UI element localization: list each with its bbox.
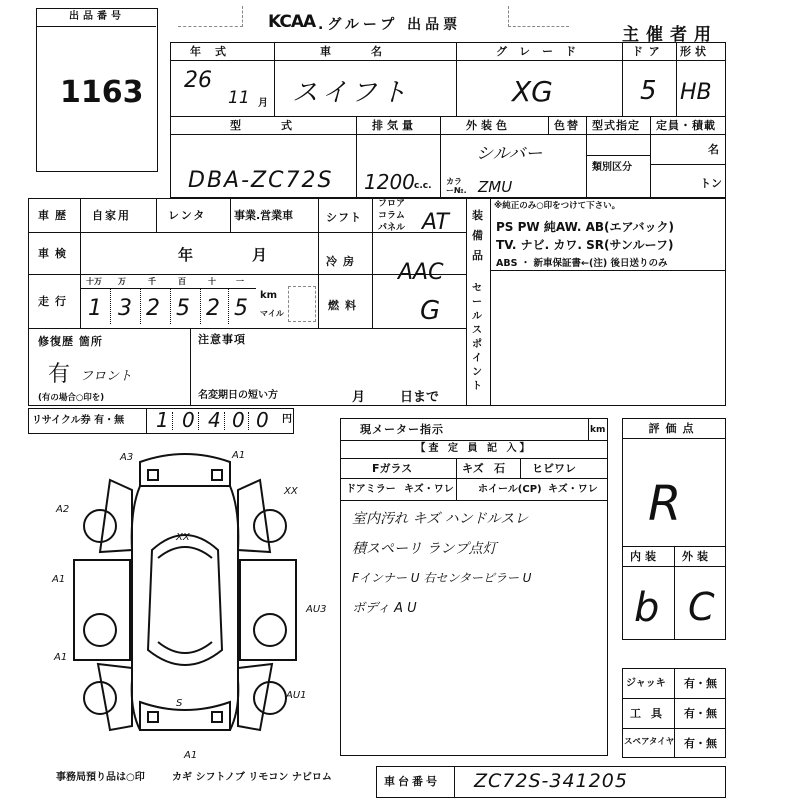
repair-note: (有の場合○印を) (38, 393, 105, 403)
exterior-header: 外装 (682, 550, 712, 563)
expiry-label: 名変期日の短い方 (198, 390, 278, 401)
expiry-day: 日まで (400, 390, 440, 405)
fuel-header: 燃料 (328, 299, 362, 312)
history-business: 事業.営業車 (234, 209, 294, 222)
digit-label: 百 (178, 277, 186, 286)
color-no-label: カラー№. (446, 177, 467, 195)
recycle-digit: 0 (256, 408, 269, 432)
digit-label: 十 (208, 277, 216, 286)
shape-value: HB (680, 80, 712, 105)
glass-option-crack: ヒビワレ (532, 462, 576, 475)
mile-unit: マイル (260, 309, 284, 318)
year-header: 年式 (190, 45, 240, 58)
capacity-header: 定員・積載 (656, 119, 716, 132)
glass-label: Fガラス (372, 462, 413, 475)
model-value: DBA-ZC72S (188, 168, 334, 193)
damage-mark: XX (284, 486, 298, 497)
month-unit: 月 (258, 98, 268, 109)
history-private: 自家用 (92, 209, 131, 222)
shift-option-column: コラム (378, 211, 405, 221)
inspector-section-header: 【査 定 員 記 入】 (415, 443, 533, 454)
mileage-digit: 5 (234, 296, 248, 321)
mileage-digits (82, 276, 256, 328)
evaluation-score: R (648, 476, 682, 532)
inspection-header: 車検 (38, 247, 72, 260)
damage-mark: A1 (232, 450, 246, 461)
recycle-digit: 0 (182, 408, 195, 432)
tool-value: 有・無 (684, 677, 717, 690)
mileage-digit: 2 (146, 296, 160, 321)
brand-logo: KCAA (268, 12, 316, 32)
glass-option-stone: 石 (494, 462, 505, 475)
interior-grade: b (634, 585, 660, 631)
remark-line: Fインナー U 右センターピラー U (352, 571, 532, 585)
tool-label: スペアタイヤ (624, 737, 675, 747)
equipment-line-1: PS PW 純AW. AB(エアバック) (496, 220, 675, 234)
inspection-month: 月 (252, 246, 268, 264)
displacement-value: 1200 (364, 170, 415, 194)
grade-value: XG (512, 75, 553, 108)
stamp-area-2 (508, 6, 569, 27)
door-header: ドア (632, 45, 666, 58)
car-damage-diagram (40, 440, 330, 770)
history-rental: レンタ (168, 209, 207, 222)
recycle-unit: 円 (282, 414, 292, 425)
tool-label: ジャッキ (626, 678, 666, 689)
digit-label: 一 (236, 277, 244, 286)
fuel-value: G (420, 296, 441, 326)
damage-mark: A1 (184, 750, 198, 761)
shift-header: シフト (326, 211, 362, 224)
damage-mark: XX (176, 532, 190, 543)
displacement-header: 排気量 (372, 119, 417, 132)
sales-point-label: セールスポイント (472, 283, 482, 392)
year-value: 26 (184, 68, 212, 93)
meter-unit: km (590, 425, 606, 435)
repair-location: フロント (80, 369, 133, 384)
glass-option-scratch: キズ (462, 462, 484, 475)
office-items: カギ シフトノブ リモコン ナビロム (172, 772, 332, 783)
color-code-value: ZMU (478, 178, 513, 196)
tool-label: 工具 (630, 707, 672, 720)
damage-mark: A3 (120, 452, 134, 463)
capacity-unit: 名 (708, 143, 719, 156)
remark-line: ボディ A U (352, 601, 417, 616)
equipment-line-2: TV. ナビ. カワ. SR(サンルーフ) (496, 238, 674, 252)
shift-option-floor: フロア (378, 199, 406, 209)
grade-header: グレード (496, 45, 588, 58)
remark-line: 室内汚れ キズ ハンドルスレ (352, 511, 529, 527)
color-change-header: 色替 (554, 119, 580, 132)
damage-mark: AU1 (286, 690, 307, 701)
vin-header: 車台番号 (384, 775, 440, 788)
mile-box (288, 286, 316, 322)
km-unit: km (260, 290, 278, 301)
doors-value: 5 (640, 76, 657, 106)
recycle-digit: 0 (232, 408, 245, 432)
mileage-digit: 2 (206, 296, 220, 321)
office-note: 事務局預り品は○印 (56, 772, 145, 783)
remark-line: 積スペーリ ランプ点灯 (352, 541, 497, 557)
tool-value: 有・無 (684, 707, 717, 720)
form-title: .グループ 出品票 (318, 17, 462, 33)
recycle-digit: 4 (208, 408, 221, 432)
exterior-color-value: シルバー (476, 144, 543, 164)
model-header: 型式 (230, 119, 332, 132)
exterior-grade: C (688, 585, 715, 629)
evaluation-header: 評価点 (648, 422, 700, 435)
recycle-digit: 1 (156, 408, 169, 432)
mileage-digit: 3 (118, 296, 132, 321)
mileage-digit: 1 (88, 296, 102, 321)
damage-mark: AU3 (306, 604, 327, 615)
tool-value: 有・無 (684, 737, 717, 750)
stamp-area (178, 6, 243, 27)
ac-value: AAC (398, 260, 444, 285)
history-header: 車歴 (38, 209, 72, 222)
mileage-digit: 5 (176, 296, 190, 321)
wheel-options: キズ・ワレ (548, 484, 598, 495)
vin-value: ZC72S-341205 (474, 770, 628, 792)
month-value: 11 (228, 88, 250, 108)
equipment-header: 装備品 (472, 209, 483, 262)
interior-header: 内装 (630, 550, 660, 563)
repair-value: 有 (48, 362, 71, 387)
ac-header: 冷房 (326, 255, 360, 268)
recycle-digits (148, 408, 294, 434)
meter-label: 現メーター指示 (360, 423, 444, 436)
shape-header: 形状 (680, 45, 710, 58)
exterior-color-header: 外装色 (466, 119, 511, 132)
displacement-unit: c.c. (414, 181, 432, 191)
wheel-label: ホイール(CP) (478, 484, 542, 495)
notes-header: 注意事項 (198, 333, 246, 346)
door-mirror-label: ドアミラー (346, 484, 396, 495)
repair-header: 修復歴 箇所 (38, 335, 103, 348)
inspection-year: 年 (178, 246, 194, 264)
damage-mark: S (176, 698, 183, 709)
digit-label: 千 (148, 277, 156, 286)
expiry-month: 月 (352, 390, 366, 405)
damage-mark: A2 (56, 504, 70, 515)
organizer-use-label: 主催者用 (622, 25, 718, 45)
digit-label: 万 (118, 277, 126, 286)
model-designation-header: 型式指定 (592, 119, 640, 132)
digit-label: 十万 (86, 277, 102, 286)
equipment-line-3: ABS ・ 新車保証書←(注) 後日送りのみ (496, 258, 668, 269)
lot-number-value: 1163 (60, 75, 144, 110)
lot-number-label: 出品番号 (69, 11, 125, 22)
door-mirror-options: キズ・ワレ (404, 484, 454, 495)
equipment-note: ※純正のみ○印をつけて下さい。 (494, 201, 621, 211)
shift-option-panel: パネル (378, 223, 406, 233)
category-header: 類別区分 (592, 162, 632, 173)
mileage-header: 走行 (38, 295, 72, 308)
car-name-value: スイフト (292, 78, 411, 108)
name-header: 車名 (320, 45, 422, 58)
recycle-label: リサイクル券 有・無 (32, 415, 125, 426)
load-unit: トン (700, 177, 722, 190)
damage-mark: A1 (52, 574, 66, 585)
damage-mark: A1 (54, 652, 68, 663)
shift-value: AT (422, 210, 449, 235)
